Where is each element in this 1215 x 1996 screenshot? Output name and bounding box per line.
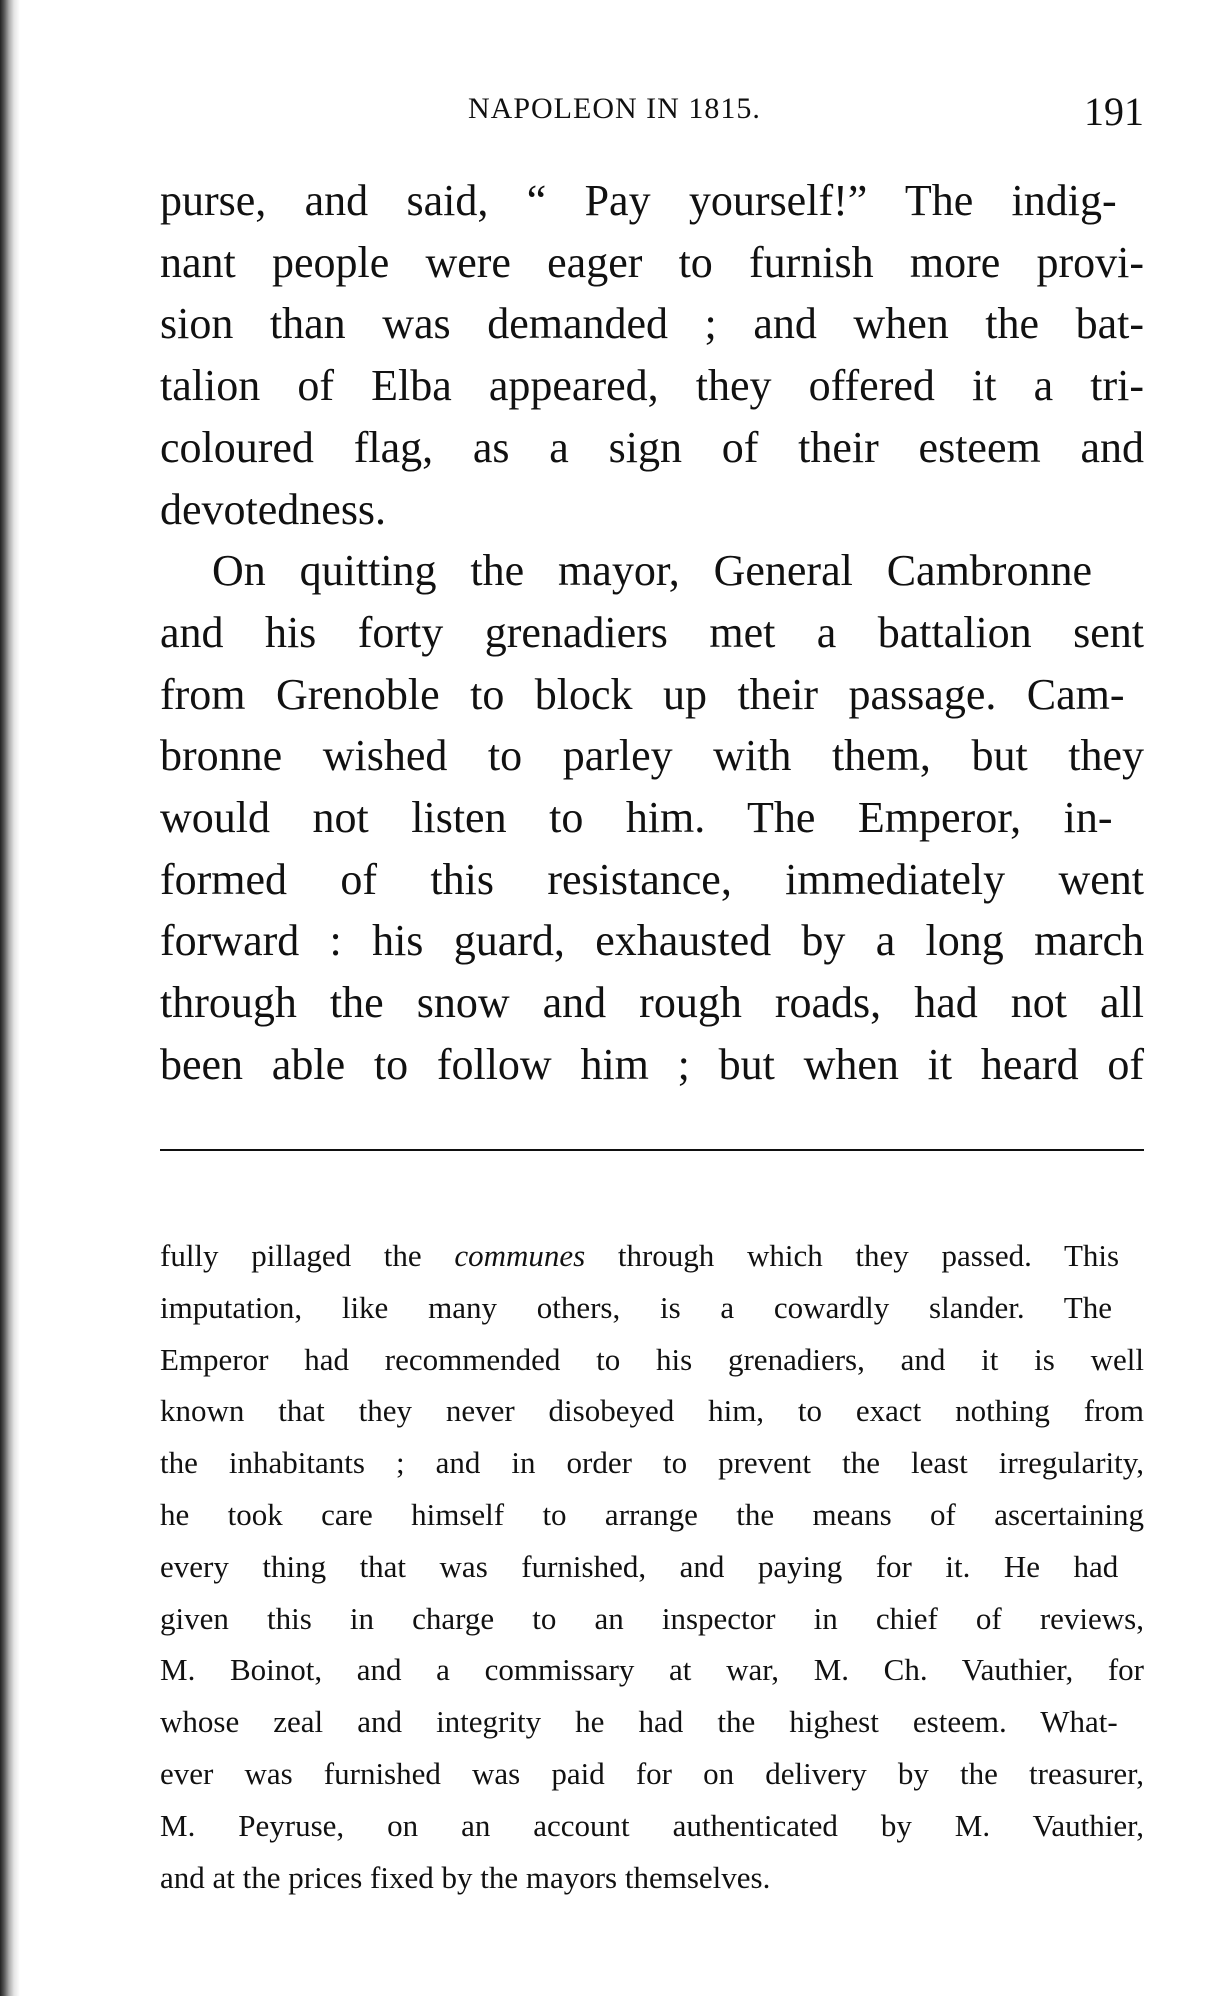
- text-line: from Grenoble to block up their passage. Cam-: [160, 669, 1125, 719]
- page-number: 191: [1084, 89, 1144, 134]
- text-line: purse, and said, “ Pay yourself!” The indig-: [160, 176, 1117, 225]
- text-line: sion than was demanded ; and when the bat-: [160, 299, 1144, 349]
- text-line: devotedness.: [160, 484, 387, 534]
- footnote-line: given this in charge to an inspector in chief of reviews,: [160, 1600, 1144, 1636]
- text-line: coloured flag, as a sign of their esteem and: [160, 422, 1144, 472]
- footnote-line: whose zeal and integrity he had the highest esteem. What-: [160, 1704, 1118, 1740]
- footnote-line: he took care himself to arrange the means of ascertaining: [160, 1496, 1144, 1532]
- footnote-text: fully pillaged the: [160, 1238, 455, 1273]
- text-line: and his forty grenadiers met a battalion sent: [160, 607, 1144, 657]
- footnote-text: through which they passed. This: [585, 1238, 1120, 1273]
- footnote-line: known that they never disobeyed him, to exact nothing from: [160, 1393, 1144, 1429]
- footnote-rule: [160, 1149, 1144, 1151]
- footnote-line: imputation, like many others, is a cowardly slander. The: [160, 1289, 1112, 1325]
- footnote-line: every thing that was furnished, and paying for it. He had: [160, 1548, 1119, 1584]
- text-line: nant people were eager to furnish more provi-: [160, 237, 1144, 287]
- running-title: NAPOLEON IN 1815.: [468, 92, 761, 125]
- footnote-line: ever was furnished was paid for on delivery by the treasurer,: [160, 1755, 1144, 1791]
- footnote: [160, 1230, 1144, 1903]
- page-spine-shadow: [0, 0, 20, 1996]
- text-line: would not listen to him. The Emperor, in-: [160, 793, 1113, 843]
- text-line: through the snow and rough roads, had not all: [160, 978, 1144, 1028]
- text-line: On quitting the mayor, General Cambronne: [212, 546, 1092, 596]
- footnote-line: [160, 1230, 1144, 1282]
- footnote-line: and at the prices fixed by the mayors themselves.: [160, 1859, 771, 1895]
- text-line: bronne wished to parley with them, but they: [160, 731, 1144, 781]
- page-header: [160, 89, 1144, 142]
- text-line: forward : his guard, exhausted by a long march: [160, 916, 1144, 966]
- main-text: [160, 170, 1144, 1096]
- text-line: formed of this resistance, immediately went: [160, 854, 1144, 904]
- footnote-line: M. Peyruse, on an account authenticated by M. Vauthier,: [160, 1807, 1144, 1843]
- text-line: been able to follow him ; but when it heard of: [160, 1039, 1144, 1089]
- footnote-line: the inhabitants ; and in order to prevent the least irregularity,: [160, 1445, 1144, 1481]
- text-line: talion of Elba appeared, they offered it a tri-: [160, 361, 1144, 411]
- footnote-line: Emperor had recommended to his grenadiers, and it is well: [160, 1341, 1144, 1377]
- footnote-italic-term: communes: [454, 1238, 586, 1273]
- footnote-line: M. Boinot, and a commissary at war, M. Ch. Vauthier, for: [160, 1652, 1144, 1688]
